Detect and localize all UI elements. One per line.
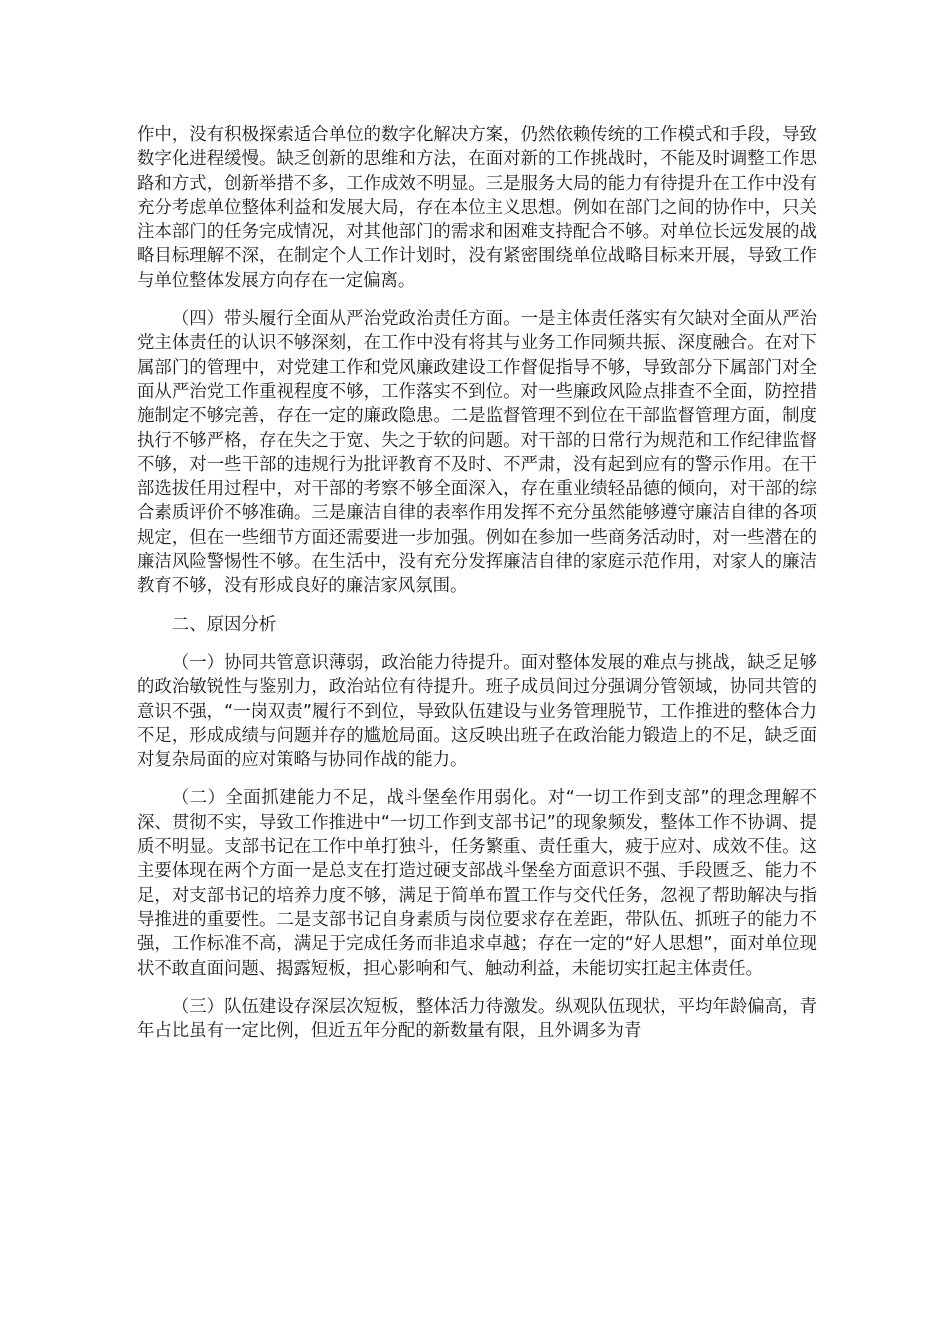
paragraph-cause-three: （三）队伍建设存深层次短板，整体活力待激发。纵观队伍现状，平均年龄偏高，青年占比虽有一定比例，但近五年分配的新数量有限，且外调多为青 bbox=[137, 996, 817, 1042]
paragraph-section-four: （四）带头履行全面从严治党政治责任方面。一是主体责任落实有欠缺对全面从严治党主体责任的认识不够深刻，在工作中没有将其与业务工作同频共振、深度融合。在对下属部门的管理中，对党建工作和党风廉政建设工作督促指导不够，导致部分下属部门对全面从严治党工作重视程度不够，工作落实不到位。对一些廉政风险点排查不全面，防控措施制定不够完善，存在一定的廉政隐患。二是监督管理不到位在干部监督管理方面，制度执行不够严格，存在失之于宽、失之于软的问题。对干部的日常行为规范和工作纪律监督不够，对一些干部的违规行为批评教育不及时、不严肃，没有起到应有的警示作用。在干部选拔任用过程中，对干部的考察不够全面深入，存在重业绩轻品德的倾向，对干部的综合素质评价不够准确。三是廉洁自律的表率作用发挥不充分虽然能够遵守廉洁自律的各项规定，但在一些细节方面还需要进一步加强。例如在参加一些商务活动时，对一些潜在的廉洁风险警惕性不够。在生活中，没有充分发挥廉洁自律的家庭示范作用，对家人的廉洁教育不够，没有形成良好的廉洁家风氛围。 bbox=[137, 309, 817, 597]
section-heading-cause-analysis: 二、原因分析 bbox=[171, 614, 277, 635]
paragraph-cause-one: （一）协同共管意识薄弱，政治能力待提升。面对整体发展的难点与挑战，缺乏足够的政治敏锐性与鉴别力，政治站位有待提升。班子成员间过分强调分管领域，协同共管的意识不强，“一岗双责”履行不到位，导致队伍建设与业务管理脱节，工作推进的整体合力不足，形成成绩与问题并存的尴尬局面。这反映出班子在政治能力锻造上的不足，缺乏面对复杂局面的应对策略与协同作战的能力。 bbox=[137, 652, 817, 771]
paragraph-continuation: 作中，没有积极探索适合单位的数字化解决方案，仍然依赖传统的工作模式和手段，导致数字化进程缓慢。缺乏创新的思维和方法，在面对新的工作挑战时，不能及时调整工作思路和方式，创新举措不多，工作成效不明显。三是服务大局的能力有待提升在工作中没有充分考虑单位整体利益和发展大局，存在本位主义思想。例如在部门之间的协作中，只关注本部门的任务完成情况，对其他部门的需求和困难支持配合不够。对单位长远发展的战略目标理解不深，在制定个人工作计划时，没有紧密围绕单位战略目标来开展，导致工作与单位整体发展方向存在一定偏离。 bbox=[137, 125, 817, 291]
document-body bbox=[137, 123, 817, 1057]
paragraph-cause-two: （二）全面抓建能力不足，战斗堡垒作用弱化。对“一切工作到支部”的理念理解不深、贯彻不实，导致工作推进中“一切工作到支部书记”的现象频发，整体工作不协调、提质不明显。支部书记在工作中单打独斗，任务繁重、责任重大，疲于应对、成效不佳。这主要体现在两个方面一是总支在打造过硬支部战斗堡垒方面意识不强、手段匮乏、能力不足，对支部书记的培养力度不够，满足于简单布置工作与交代任务，忽视了帮助解决与指导推进的重要性。二是支部书记自身素质与岗位要求存在差距，带队伍、抓班子的能力不强，工作标准不高，满足于完成任务而非追求卓越；存在一定的“好人思想”，面对单位现状不敢直面问题、揭露短板，担心影响和气、触动利益，未能切实扛起主体责任。 bbox=[137, 788, 817, 979]
